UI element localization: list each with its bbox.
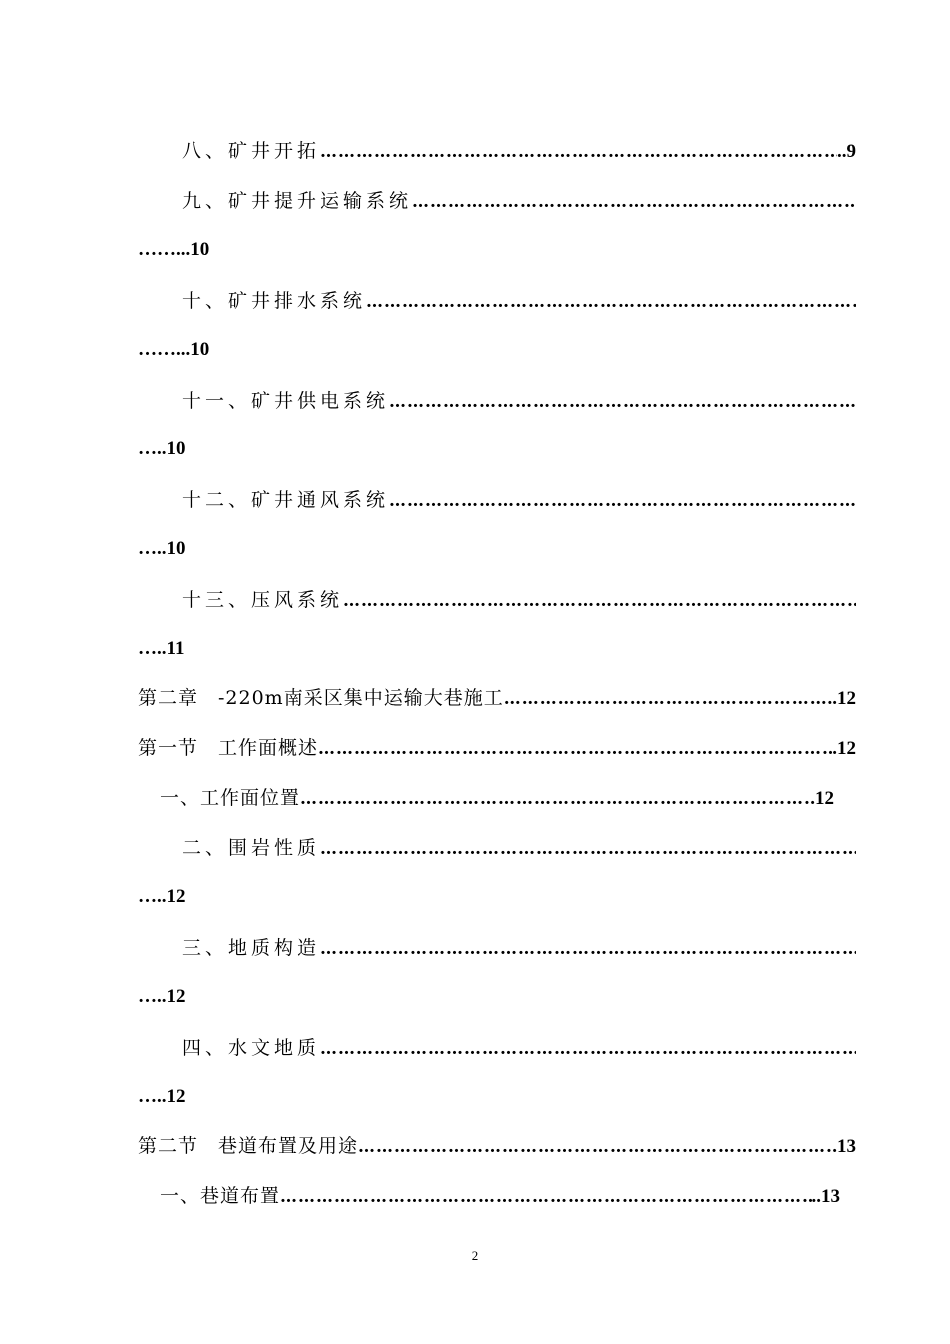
toc-entry-13[interactable] [138,586,856,614]
toc-page-number: .13 [832,1136,856,1157]
toc-continuation: …..12 [138,1086,186,1107]
toc-page-number: ..12 [827,688,856,709]
toc-leader-dots [343,587,856,614]
toc-leader-dots [366,288,856,315]
toc-label: 一、工作面位置 [160,787,301,809]
toc-label: 十三、压风系统 [182,589,344,611]
toc-label: 十二、矿井通风系统 [182,489,390,511]
toc-continuation: …..12 [138,986,186,1007]
toc-label: 第二章 -220m南采区集中运输大巷施工 [138,687,504,709]
toc-label: 九、矿井提升运输系统 [182,190,413,212]
toc-page-number: ..13 [811,1186,840,1207]
toc-label: 十、矿井排水系统 [182,290,367,312]
toc-entry-9[interactable] [138,187,856,215]
toc-label: 十一、矿井供电系统 [182,390,390,412]
toc-leader-dots [300,785,810,812]
toc-page-number: .12 [832,738,856,759]
toc-leader-dots [389,487,856,514]
toc-section-2[interactable] [138,1132,856,1160]
page-number: 2 [471,1248,479,1263]
toc-label: 第二节 巷道布置及用途 [138,1135,359,1157]
toc-page-number: .12 [810,788,834,809]
toc-section-1[interactable] [138,734,856,762]
toc-leader-dots [320,835,856,862]
toc-label: 三、地质构造 [182,937,321,959]
toc-continuation: …..10 [138,538,186,559]
toc-leader-dots [320,138,837,165]
toc-entry-hydrogeology[interactable] [138,1034,856,1062]
toc-entry-workface-position[interactable] [138,784,834,812]
toc-entry-11[interactable] [138,387,856,415]
toc-continuation: …..10 [138,438,186,459]
toc-entry-geology[interactable] [138,934,856,962]
toc-entry-rock-properties[interactable] [138,834,856,862]
toc-leader-dots [389,388,856,415]
toc-leader-dots [318,735,832,762]
toc-page-number: ..9 [837,141,856,162]
toc-leader-dots [504,685,828,712]
toc-continuation: …..11 [138,638,185,659]
toc-label: 八、矿井开拓 [182,140,321,162]
toc-entry-roadway-layout[interactable] [138,1182,840,1210]
toc-leader-dots [280,1183,811,1210]
toc-continuation: ……...10 [138,239,210,260]
toc-entry-10[interactable] [138,287,856,315]
toc-continuation: ……...10 [138,339,210,360]
toc-leader-dots [358,1133,832,1160]
toc-label: 第一节 工作面概述 [138,737,319,759]
toc-label: 一、巷道布置 [160,1185,281,1207]
toc-chapter-2[interactable] [138,684,856,712]
toc-leader-dots [320,1035,856,1062]
toc-continuation: …..12 [138,886,186,907]
toc-label: 四、水文地质 [182,1037,321,1059]
toc-label: 二、围岩性质 [182,837,321,859]
toc-leader-dots [320,935,856,962]
toc-entry-8[interactable] [138,137,856,165]
toc-entry-12[interactable] [138,486,856,514]
toc-leader-dots [412,188,856,215]
